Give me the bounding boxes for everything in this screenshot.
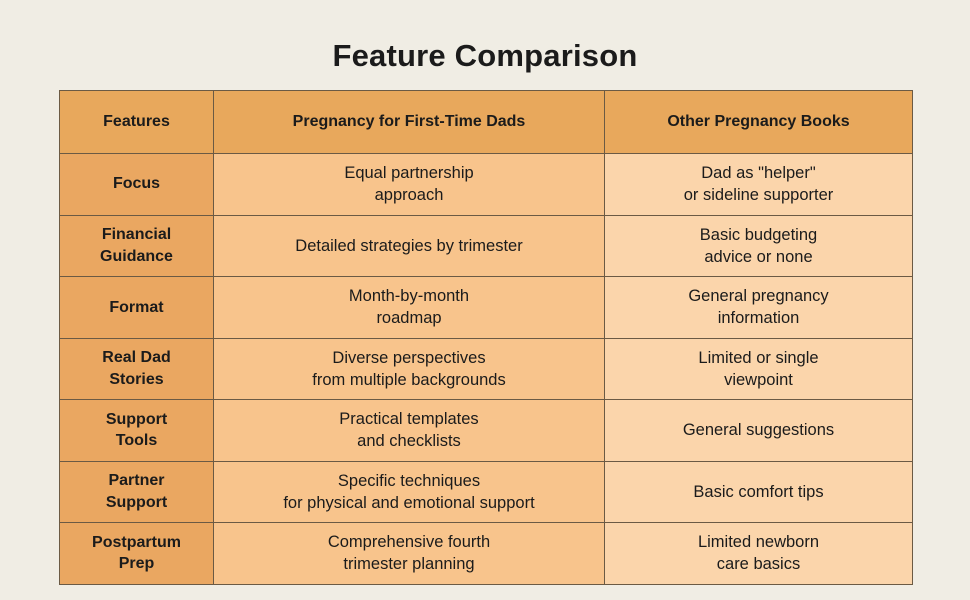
table-row [60,215,913,277]
table-row [60,338,913,400]
cell-line: Tools [115,432,158,450]
cell-line: roadmap [376,309,442,328]
row-product-cell [214,277,605,339]
row-product-cell [214,154,605,216]
cell-line: information [717,309,800,328]
row-product-cell [214,523,605,585]
cell-line: Dad as "helper" [701,164,816,182]
row-feature-label [60,277,214,339]
cell-line: Limited newborn [697,533,820,552]
row-competitor-cell [605,277,913,339]
row-competitor-cell [605,461,913,523]
cell-line: Stories [109,370,164,388]
cell-line: for physical and emotional support [283,493,535,512]
cell-line: Month-by-month [348,287,470,306]
cell-line: Format [109,298,164,316]
column-header-product: Pregnancy for First-Time Dads [214,91,605,154]
row-competitor-cell [605,523,913,585]
row-feature-label [60,461,214,523]
cell-line: viewpoint [724,370,793,389]
cell-line: care basics [716,555,801,574]
cell-line: Limited or single [698,348,819,367]
cell-line: Diverse perspectives [332,348,486,367]
column-header-competitors: Other Pregnancy Books [605,91,913,154]
table-header-row [60,91,913,154]
cell-line: Financial [101,226,172,244]
column-header-features: Features [60,91,214,154]
cell-line: Basic comfort tips [693,482,824,501]
cell-line: General pregnancy [688,287,829,306]
cell-line: Postpartum [92,533,181,551]
table-row [60,400,913,462]
cell-line: Partner [108,472,165,490]
table-row [60,154,913,216]
cell-line: Support [105,493,168,511]
row-competitor-cell [605,400,913,462]
cell-line: Comprehensive fourth [327,533,491,552]
row-feature-label [60,400,214,462]
cell-line: Guidance [100,247,173,265]
cell-line: from multiple backgrounds [312,370,506,389]
cell-line: or sideline supporter [683,186,834,205]
row-product-cell [214,400,605,462]
table-row [60,523,913,585]
cell-line: Support [105,410,168,428]
page-title: Feature Comparison [332,38,638,73]
row-competitor-cell [605,154,913,216]
cell-line: Real Dad [102,349,171,367]
cell-line: Practical templates [339,410,479,429]
table-row [60,461,913,523]
row-competitor-cell [605,338,913,400]
cell-line: Focus [112,175,161,193]
row-feature-label [60,338,214,400]
cell-line: Prep [118,555,155,573]
cell-line: advice or none [704,247,813,266]
feature-comparison-table [59,90,913,585]
cell-line: Specific techniques [337,471,481,490]
cell-line: Detailed strategies by trimester [295,236,523,255]
row-product-cell [214,215,605,277]
row-product-cell [214,338,605,400]
row-competitor-cell [605,215,913,277]
table-row [60,277,913,339]
row-feature-label [60,154,214,216]
row-feature-label [60,523,214,585]
cell-line: General suggestions [682,421,835,440]
table-body [60,154,913,585]
row-product-cell [214,461,605,523]
table-header [60,91,913,154]
comparison-table-container [59,90,912,585]
cell-line: and checklists [357,432,461,451]
cell-line: approach [374,186,444,205]
cell-line: Basic budgeting [699,225,818,244]
cell-line: trimester planning [343,555,475,574]
cell-line: Equal partnership [344,164,474,182]
row-feature-label [60,215,214,277]
